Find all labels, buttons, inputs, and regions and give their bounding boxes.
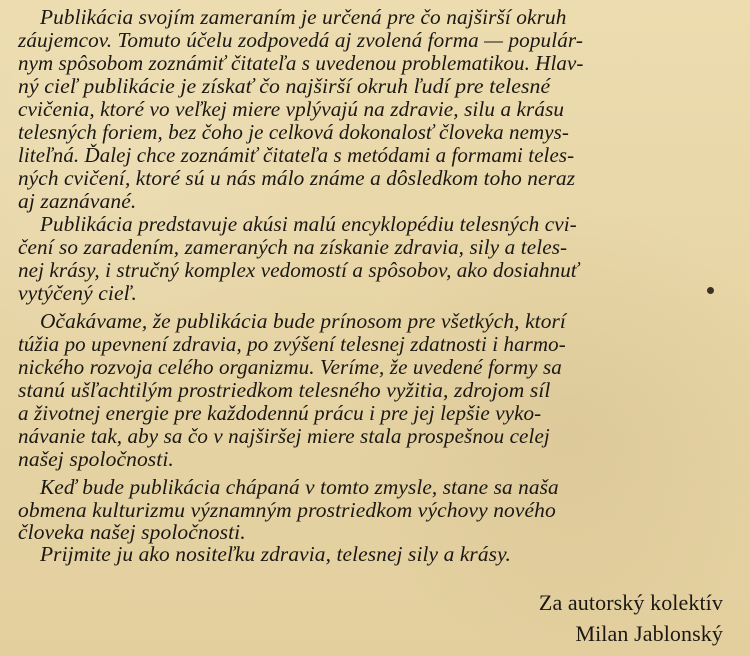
ink-dot <box>707 287 714 294</box>
paragraph-3-line-2: túžia po upevnení zdravia, po zvýšení telesnej zdatnosti i harmo- <box>18 332 566 356</box>
paragraph-1-line-2: záujemcov. Tomuto účelu zodpovedá aj zvolená forma — populár- <box>18 28 583 52</box>
paragraph-2-line-4: vytýčený cieľ. <box>18 281 138 305</box>
paragraph-5-line-1: Prijmite ju ako nositeľku zdravia, telesnej sily a krásy. <box>40 542 511 566</box>
signature-line-2: Milan Jablonský <box>575 621 723 646</box>
paragraph-3-line-4: stanú ušľachtilým prostriedkom telesného vyžitia, zdrojom síl <box>18 378 551 402</box>
paragraph-3-line-3: nického rozvoja celého organizmu. Veríme, že uvedené formy sa <box>18 355 562 379</box>
paragraph-4-line-2: obmena kulturizmu významným prostriedkom výchovy nového <box>18 498 556 522</box>
paragraph-2-line-3: nej krásy, i stručný komplex vedomostí a spôsobov, ako dosiahnuť <box>18 258 579 282</box>
paragraph-2-line-2: čení so zaradením, zameraných na získanie zdravia, sily a teles- <box>18 235 568 259</box>
paragraph-3-line-6: návanie tak, aby sa čo v najširšej miere stala prospešnou celej <box>18 424 550 448</box>
paragraph-1-line-5: cvičenia, ktoré vo veľkej miere vplývajú na zdravie, silu a krásu <box>18 97 565 121</box>
paragraph-2-line-1: Publikácia predstavuje akúsi malú encyklopédiu telesných cvi- <box>40 212 577 236</box>
paragraph-4-line-1: Keď bude publikácia chápaná v tomto zmysle, stane sa naša <box>40 475 559 499</box>
paragraph-1-line-9: aj zaznávané. <box>18 189 137 213</box>
paragraph-1-line-6: telesných foriem, bez čoho je celková dokonalosť človeka nemys- <box>18 120 570 144</box>
paragraph-3-line-5: a životnej energie pre každodennú prácu i pre jej lepšie vyko- <box>18 401 542 425</box>
paragraph-1-line-7: liteľná. Ďalej chce zoznámiť čitateľa s metódami a formami teles- <box>18 143 575 167</box>
paragraph-1-line-8: ných cvičení, ktoré sú u nás málo známe a dôsledkom toho neraz <box>18 166 576 190</box>
paragraph-3-line-1: Očakávame, že publikácia bude prínosom pre všetkých, ktorí <box>40 309 566 333</box>
paragraph-1-line-1: Publikácia svojím zameraním je určená pre čo najširší okruh <box>40 5 567 29</box>
paragraph-1-line-4: ný cieľ publikácie je získať čo najširší okruh ľudí pre telesné <box>18 74 551 98</box>
paragraph-3-line-7: našej spoločnosti. <box>18 447 174 471</box>
signature-line-1: Za autorský kolektív <box>538 590 723 615</box>
paragraph-4-line-3: človeka našej spoločnosti. <box>18 520 246 544</box>
paragraph-1-line-3: nym spôsobom zoznámiť čitateľa s uvedenou problematikou. Hlav- <box>18 51 584 75</box>
